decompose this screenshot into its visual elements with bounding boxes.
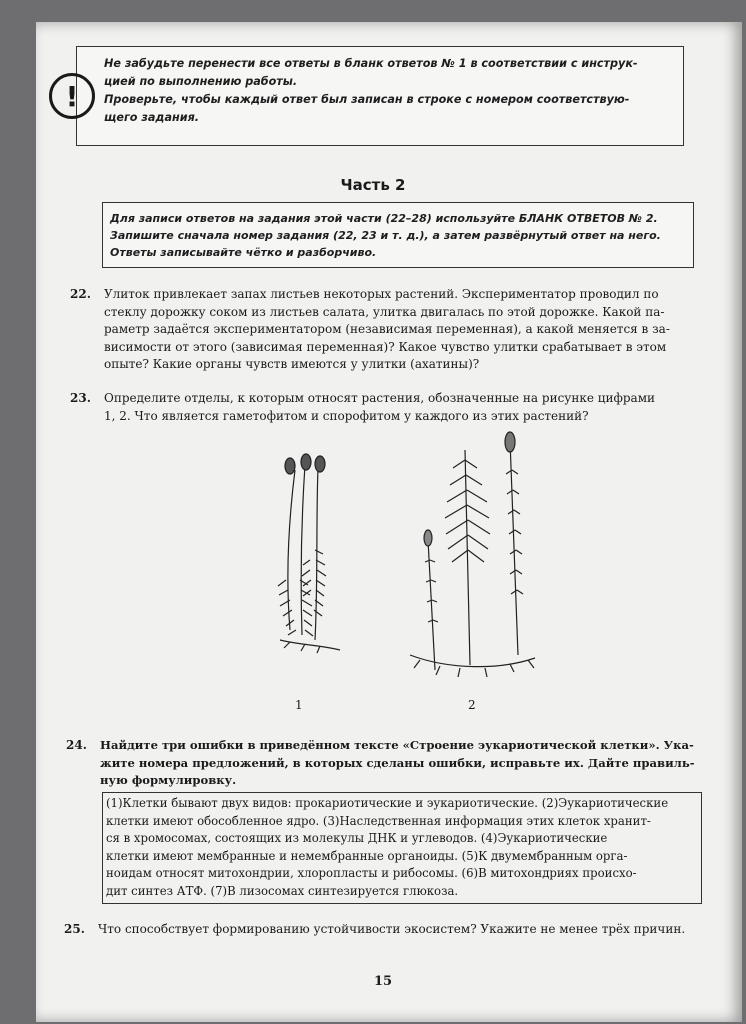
question-23-text: [104, 390, 694, 425]
exclamation-circle-icon: !: [49, 73, 95, 119]
part-line: Ответы записывайте чётко и разборчиво.: [110, 246, 377, 259]
moss-illustration: [278, 454, 340, 653]
question-22-number: 22.: [70, 287, 91, 301]
figure-label-2: 2: [468, 698, 476, 712]
question-line: раметр задаётся экспериментатором (независимая переменная), а какой меняется в за-: [104, 322, 670, 336]
part-title: Часть 2: [340, 176, 406, 194]
error-text: [106, 795, 696, 900]
plants-figure: [260, 430, 550, 690]
error-text-line: (1)Клетки бывают двух видов: прокариотические и эукариотические. (2)Эукариотические: [106, 796, 669, 810]
question-line: стеклу дорожку соком из листьев салата, улитка двигалась по этой дорожке. Какой па-: [104, 304, 665, 319]
question-line: опыте? Какие органы чувств имеются у улитки (ахатины)?: [104, 357, 480, 371]
error-text-line: ноидам относят митохондрии, хлоропласты и рибосомы. (6)В митохондриях происхо-: [106, 866, 637, 880]
question-22-text: [104, 286, 694, 374]
error-text-line: дит синтез АТФ. (7)В лизосомах синтезируется глюкоза.: [106, 883, 459, 898]
question-25-number: 25.: [64, 922, 85, 936]
question-24-number: 24.: [66, 738, 87, 752]
error-text-line: клетки имеют мембранные и немембранные органоиды. (5)К двумембранным орга-: [106, 848, 628, 863]
horsetail-illustration: [410, 432, 535, 677]
question-line: висимости от этого (зависимая переменная)? Какое чувство улитки срабатывает в этом: [104, 339, 667, 354]
page-number: 15: [373, 974, 393, 989]
question-25-text: Что способствует формированию устойчивости экосистем? Укажите не менее трёх причин.: [98, 922, 686, 936]
question-line: Найдите три ошибки в приведённом тексте «Строение эукариотической клетки». Ука-: [100, 738, 694, 752]
question-line: Определите отделы, к которым относят растения, обозначенные на рисунке цифрами: [104, 391, 656, 405]
notice-line: Не забудьте перенести все ответы в бланк ответов № 1 в соответствии с инструк-: [104, 57, 638, 70]
question-line: 1, 2. Что является гаметофитом и спорофитом у каждого из этих растений?: [104, 408, 589, 423]
figure-label-1: 1: [295, 698, 303, 712]
error-text-line: клетки имеют обособленное ядро. (3)Наследственная информация этих клеток хранит-: [106, 813, 651, 828]
question-24-text: [100, 737, 696, 790]
question-line: Улиток привлекает запах листьев некоторых растений. Экспериментатор проводил по: [104, 287, 659, 301]
notice-line: цией по выполнению работы.: [104, 75, 298, 88]
notice-line: щего задания.: [104, 111, 200, 124]
part-instructions: [110, 210, 690, 261]
notice-text: [104, 55, 688, 127]
question-line: жите номера предложений, в которых сделаны ошибки, исправьте их. Дайте правиль-: [100, 755, 695, 770]
question-line: ную формулировку.: [100, 773, 237, 787]
notice-line: Проверьте, чтобы каждый ответ был записан в строке с номером соответствую-: [104, 93, 630, 106]
part-line: Для записи ответов на задания этой части (22–28) используйте БЛАНК ОТВЕТОВ № 2.: [110, 212, 658, 225]
question-23-number: 23.: [70, 391, 91, 405]
error-text-line: ся в хромосомах, состоящих из молекулы ДНК и углеводов. (4)Эукариотические: [106, 831, 608, 845]
part-line: Запишите сначала номер задания (22, 23 и т. д.), а затем развёрнутый ответ на него.: [110, 229, 661, 242]
